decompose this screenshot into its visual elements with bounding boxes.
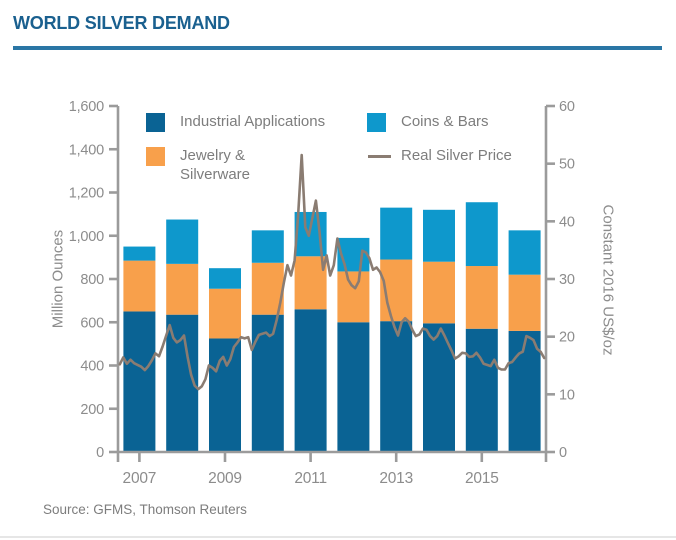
bar-segment <box>337 322 369 452</box>
source-note: Source: GFMS, Thomson Reuters <box>43 502 247 517</box>
legend-label-coins: Coins & Bars <box>401 113 489 130</box>
x-tick-label: 2009 <box>208 470 242 487</box>
x-tick-label: 2011 <box>294 470 327 487</box>
bar-segment <box>509 275 541 331</box>
bar-segment <box>423 262 455 324</box>
right-tick-label: 0 <box>559 445 567 461</box>
right-axis-title: Constant 2016 US$/oz <box>599 204 617 356</box>
bottom-rule <box>0 536 676 538</box>
bar-segment <box>295 309 327 452</box>
left-tick-label: 600 <box>80 315 104 332</box>
industrial-swatch <box>146 113 165 132</box>
bar-segment <box>166 220 198 264</box>
page-title: WORLD SILVER DEMAND <box>13 13 230 33</box>
legend-label-jewelry <box>180 146 250 184</box>
left-tick-label: 0 <box>96 445 104 461</box>
x-tick-label: 2007 <box>122 470 157 487</box>
bar-segment <box>466 266 498 329</box>
bar-segment <box>209 289 241 339</box>
bar-segment <box>252 230 284 262</box>
legend-label-jewelry-line2: Silverware <box>180 166 251 183</box>
bar-segment <box>423 210 455 262</box>
left-axis-title: Million Ounces <box>49 229 67 329</box>
bar-segment <box>123 261 155 312</box>
left-tick-label: 800 <box>80 272 104 288</box>
left-tick-label: 1,600 <box>68 99 104 115</box>
bar-segment <box>209 338 241 452</box>
left-tick-label: 200 <box>80 401 104 418</box>
legend-item-price <box>368 146 512 165</box>
left-tick-label: 1,200 <box>68 185 104 202</box>
jewelry-swatch <box>146 147 165 166</box>
bar-segment <box>209 268 241 289</box>
right-tick-label: 10 <box>559 387 575 404</box>
right-tick-label: 50 <box>559 156 575 173</box>
bar-segment <box>380 321 412 452</box>
bar-segment <box>123 311 155 452</box>
right-tick-label: 40 <box>559 214 575 231</box>
right-tick-label: 60 <box>559 99 575 115</box>
price-line-swatch <box>368 155 391 158</box>
bar-segment <box>123 247 155 261</box>
bar-segment <box>337 271 369 322</box>
legend-item-coins <box>367 112 489 132</box>
left-tick-label: 1,400 <box>68 142 104 159</box>
bar-segment <box>423 323 455 452</box>
bar-segment <box>380 208 412 260</box>
bar-segment <box>466 202 498 266</box>
legend-label-price: Real Silver Price <box>401 147 512 164</box>
legend-item-jewelry <box>146 146 250 184</box>
legend-label-industrial: Industrial Applications <box>180 113 326 130</box>
bar-segment <box>466 329 498 452</box>
bar-segment <box>166 264 198 315</box>
left-tick-label: 400 <box>80 358 104 375</box>
coins-swatch <box>367 113 386 132</box>
x-tick-label: 2013 <box>379 470 414 487</box>
left-tick-label: 1,000 <box>68 228 104 245</box>
right-tick-label: 20 <box>559 329 575 346</box>
bar-segment <box>509 230 541 274</box>
legend-item-industrial <box>146 112 325 132</box>
right-tick-label: 30 <box>559 272 575 288</box>
legend-label-jewelry-line1: Jewelry & <box>180 147 246 164</box>
x-tick-label: 2015 <box>464 470 499 487</box>
